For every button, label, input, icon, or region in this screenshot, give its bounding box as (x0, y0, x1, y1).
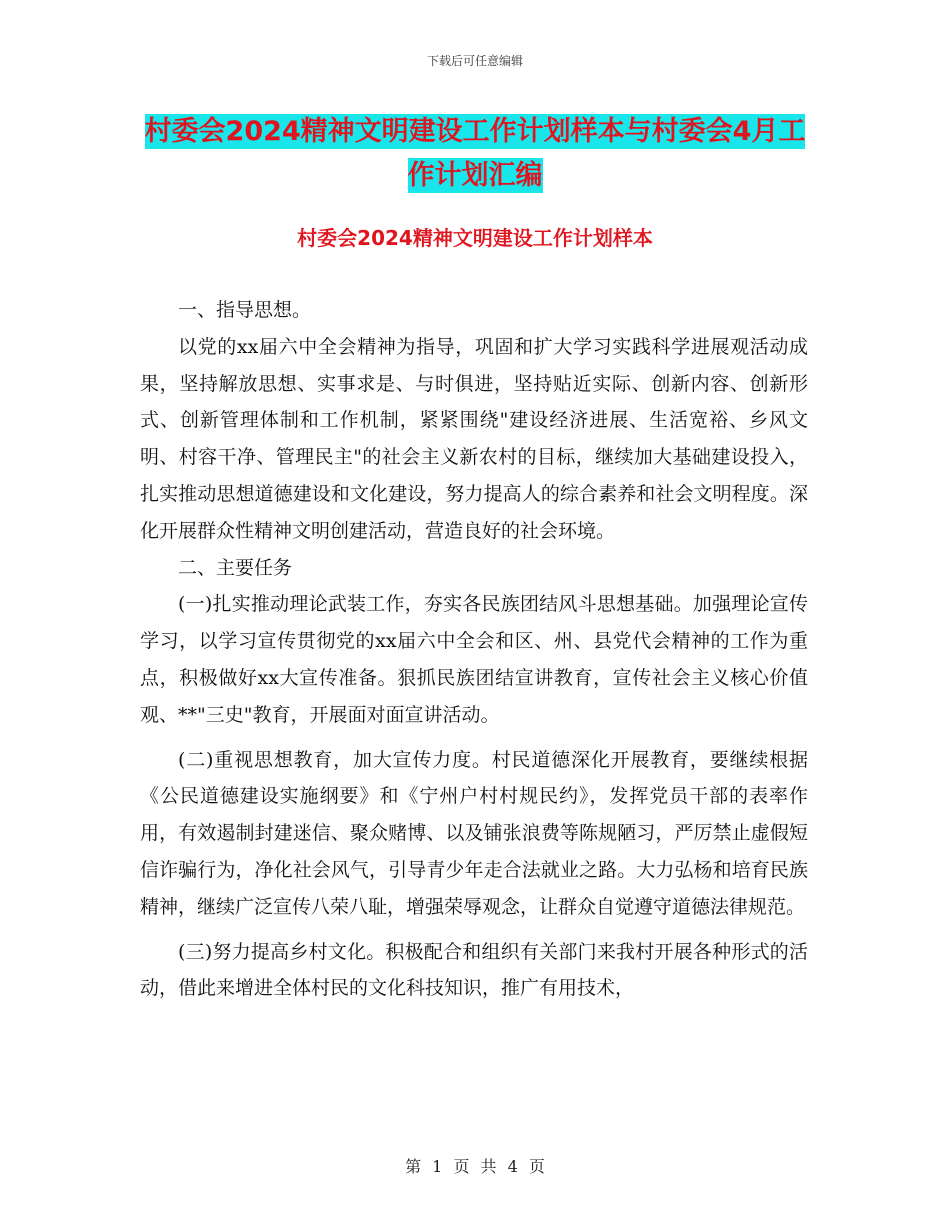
paragraph-guiding-heading: 一、指导思想。 (178, 299, 312, 321)
page-number: 第 1 页 共 4 页 (405, 1157, 545, 1176)
paragraph-task-2: (二)重视思想教育，加大宣传力度。村民道德深化开展教育，要继续根据《公民道德建设实施纲要》和《宁州户村村规民约》，发挥党员干部的表率作用，有效遏制封建迷信、聚众赌博、以及铺张浪费等陈规陋习，严厉禁止虚假短信诈骗行为，净化社会风气，引导青少年走合法就业之路。大力弘杨和培育民族精神，继续广泛宣传八荣八耻，增强荣辱观念，让群众自觉遵守道德法律规范。 (140, 748, 808, 918)
document-title-text: 村委会2024精神文明建设工作计划样本与村委会4月工作计划汇编 (144, 116, 806, 191)
paragraph-task-1: (一)扎实推动理论武装工作，夯实各民族团结风斗思想基础。加强理论宣传学习，以学习宣传贯彻党的xx届六中全会和区、州、县党代会精神的工作为重点，积极做好xx大宣传准备。狠抓民族团结宣讲教育，宣传社会主义核心价值观、**"三史"教育，开展面对面宣讲活动。 (140, 593, 808, 726)
paragraph-task-3: (三)努力提高乡村文化。积极配合和组织有关部门来我村开展各种形式的活动，借此来增进全体村民的文化科技知识，推广有用技术， (140, 940, 808, 1000)
document-body (140, 292, 808, 1007)
section-title: 村委会2024精神文明建设工作计划样本 (297, 226, 653, 250)
paragraph-guiding-text: 以党的xx届六中全会精神为指导，巩固和扩大学习实践科学进展观活动成果，坚持解放思想、实事求是、与时俱进，坚持贴近实际、创新内容、创新形式、创新管理体制和工作机制，紧紧围绕"建设经济进展、生活宽裕、乡风文明、村容干净、管理民主"的社会主义新农村的目标，继续加大基础建设投入，扎实推动思想道德建设和文化建设，努力提高人的综合素养和社会文明程度。深化开展群众性精神文明创建活动，营造良好的社会环境。 (140, 335, 808, 542)
document-title (140, 110, 810, 198)
paragraph-tasks-heading: 二、主要任务 (178, 556, 293, 579)
header-note: 下载后可任意编辑 (426, 54, 523, 68)
